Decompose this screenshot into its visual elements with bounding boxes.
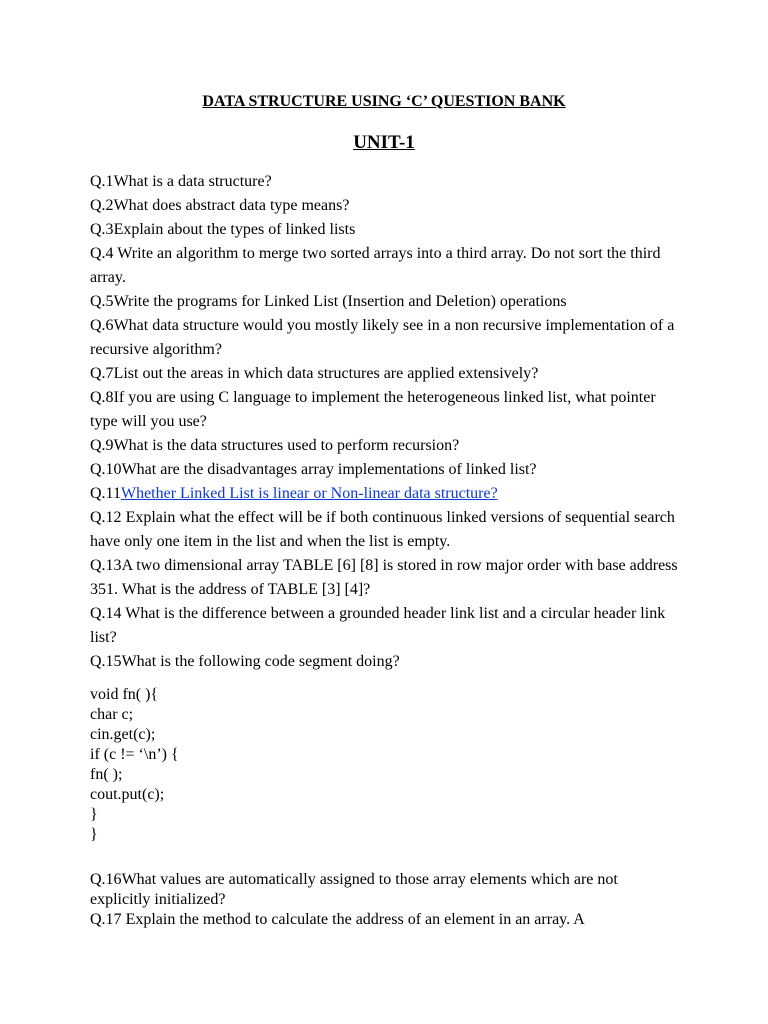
question-number: Q.14 xyxy=(90,605,122,622)
question-9 xyxy=(90,434,680,458)
question-text: If you are using C language to implement the heterogeneous linked list, what pointer type will you use? xyxy=(90,389,656,430)
question-number: Q.16 xyxy=(90,871,122,888)
question-2 xyxy=(90,194,680,218)
code-line: fn( ); xyxy=(90,766,123,783)
question-text: Write the programs for Linked List (Insertion and Deletion) operations xyxy=(113,293,567,310)
question-3 xyxy=(90,218,680,242)
question-12 xyxy=(90,506,680,554)
question-number: Q.10 xyxy=(90,461,122,478)
question-list-continued xyxy=(90,870,680,930)
question-15 xyxy=(90,650,680,674)
question-number: Q.6 xyxy=(90,317,114,334)
question-13 xyxy=(90,554,680,602)
question-14 xyxy=(90,602,680,650)
question-11 xyxy=(90,482,680,506)
document-title: DATA STRUCTURE USING ‘C’ QUESTION BANK xyxy=(202,93,566,110)
question-text: What data structure would you mostly likely see in a non recursive implementation of a recursive algorithm? xyxy=(90,317,675,358)
question-text: Explain the method to calculate the address of an element in an array. A xyxy=(121,911,585,928)
question-text: A two dimensional array TABLE [6] [8] is stored in row major order with base address 351. What is the address of TABLE [3] [4]? xyxy=(90,557,678,598)
question-16 xyxy=(90,870,680,910)
question-number: Q.11 xyxy=(90,485,121,502)
code-line: if (c != ‘\n’) { xyxy=(90,746,179,763)
question-7 xyxy=(90,362,680,386)
question-text: Explain about the types of linked lists xyxy=(113,221,356,238)
question-text: What is the data structures used to perform recursion? xyxy=(113,437,460,454)
question-text: What is the difference between a grounded header link list and a circular header link list? xyxy=(90,605,666,646)
question-number: Q.2 xyxy=(90,197,114,214)
question-10 xyxy=(90,458,680,482)
question-17 xyxy=(90,910,680,930)
question-number: Q.5 xyxy=(90,293,114,310)
question-number: Q.8 xyxy=(90,389,114,406)
question-4 xyxy=(90,242,680,290)
question-number: Q.4 xyxy=(90,245,114,262)
question-text: What is the following code segment doing? xyxy=(121,653,400,670)
code-line: void fn( ){ xyxy=(90,686,159,703)
code-line: cin.get(c); xyxy=(90,726,156,743)
code-line: char c; xyxy=(90,706,134,723)
question-11-link[interactable]: Whether Linked List is linear or Non-linear data structure? xyxy=(120,485,498,502)
question-text: Write an algorithm to merge two sorted arrays into a third array. Do not sort the third array. xyxy=(90,245,661,286)
code-line: } xyxy=(90,806,98,823)
question-1 xyxy=(90,170,680,194)
question-number: Q.1 xyxy=(90,173,114,190)
question-list xyxy=(90,170,680,674)
question-number: Q.17 xyxy=(90,911,122,928)
question-number: Q.13 xyxy=(90,557,122,574)
question-6 xyxy=(90,314,680,362)
question-8 xyxy=(90,386,680,434)
question-number: Q.15 xyxy=(90,653,122,670)
question-text: What does abstract data type means? xyxy=(113,197,350,214)
code-line: } xyxy=(90,826,98,843)
question-text: What is a data structure? xyxy=(113,173,272,190)
question-number: Q.12 xyxy=(90,509,122,526)
question-5 xyxy=(90,290,680,314)
question-text: List out the areas in which data structures are applied extensively? xyxy=(113,365,539,382)
code-line: cout.put(c); xyxy=(90,786,165,803)
question-number: Q.9 xyxy=(90,437,114,454)
code-segment xyxy=(90,685,680,845)
question-text: What values are automatically assigned to those array elements which are not explicitly initialized? xyxy=(90,871,618,908)
question-text: What are the disadvantages array implementations of linked list? xyxy=(121,461,537,478)
question-text: Explain what the effect will be if both continuous linked versions of sequential search have only one item in the list and when the list is empty. xyxy=(90,509,675,550)
unit-heading: UNIT-1 xyxy=(353,132,415,153)
question-number: Q.7 xyxy=(90,365,114,382)
question-number: Q.3 xyxy=(90,221,114,238)
